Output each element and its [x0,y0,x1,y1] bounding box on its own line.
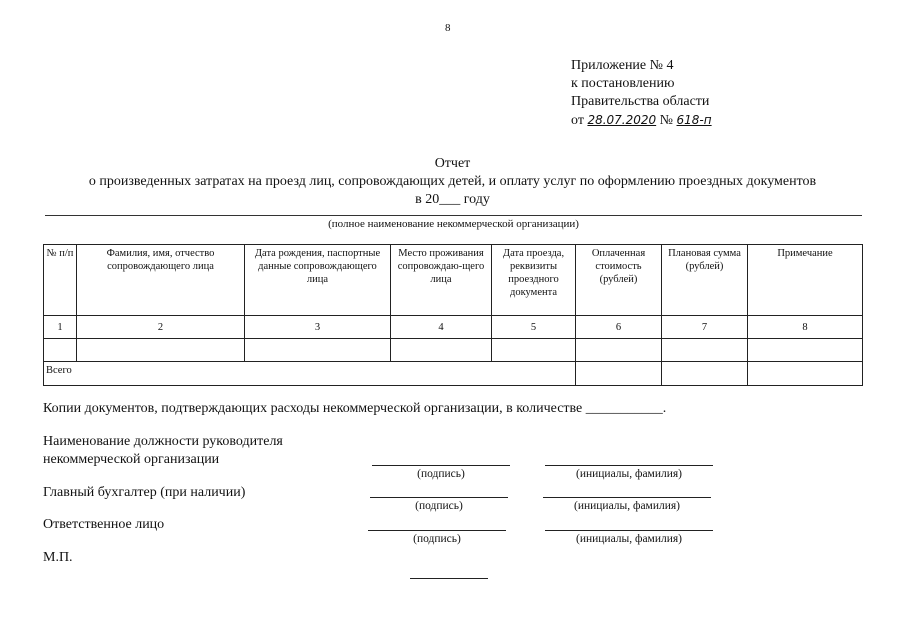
appendix-date-line [571,111,712,130]
col-header: Плановая сумма (рублей) [662,245,748,316]
head-position-label [43,433,283,469]
col-number: 5 [492,316,576,339]
responsible-sign-caption: (подпись) [413,533,461,545]
total-paid-cell [576,362,662,386]
col-header: № п/п [44,245,77,316]
responsible-label: Ответственное лицо [43,517,165,532]
table-total-row [44,362,863,386]
col-header: Примечание [748,245,863,316]
head-signature-line [372,465,510,466]
head-name-line [545,465,713,466]
number-value: 618-п [676,113,712,127]
col-number: 2 [77,316,245,339]
report-title: Отчет [434,156,471,171]
number-prefix: № [659,113,674,128]
col-header: Оплаченная стоимость (рублей) [576,245,662,316]
head-label-line1: Наименование должности руководителя [43,434,283,449]
table-row [44,339,863,362]
table-number-row [44,316,863,339]
table-cell [245,339,391,362]
table-cell [77,339,245,362]
head-sign-caption: (подпись) [417,468,465,480]
col-number: 6 [576,316,662,339]
responsible-name-line [545,530,713,531]
head-name-caption: (инициалы, фамилия) [575,468,683,480]
closing-rule [410,578,488,579]
col-header: Дата проезда, реквизиты проездного документа [492,245,576,316]
col-number: 1 [44,316,77,339]
responsible-signature-line [368,530,506,531]
copies-statement: Копии документов, подтверждающих расходы некоммерческой организации, в количестве ___________. [43,401,667,416]
org-name-line [45,215,862,216]
col-header: Место проживания сопровождаю-щего лица [391,245,492,316]
col-number: 7 [662,316,748,339]
accountant-name-line [543,497,711,498]
total-note-cell [748,362,863,386]
date-value: 28.07.2020 [587,113,657,127]
table-cell [492,339,576,362]
table-cell [748,339,863,362]
responsible-name-caption: (инициалы, фамилия) [575,533,683,545]
appendix-authority: Правительства области [571,94,710,109]
col-header: Фамилия, имя, отчество сопровождающего лица [77,245,245,316]
table-header-row [44,245,863,316]
date-prefix: от [571,113,584,128]
total-label: Всего [44,362,576,386]
appendix-ref: к постановлению [571,76,675,91]
report-table [43,244,863,386]
page-number: 8 [445,22,451,34]
col-number: 3 [245,316,391,339]
table-cell [576,339,662,362]
col-number: 4 [391,316,492,339]
accountant-signature-line [370,497,508,498]
table-cell [44,339,77,362]
report-year: в 20___ году [415,192,490,207]
accountant-label: Главный бухгалтер (при наличии) [43,485,246,500]
accountant-sign-caption: (подпись) [415,500,463,512]
head-label-line2: некоммерческой организации [43,452,220,467]
table-cell [391,339,492,362]
table-cell [662,339,748,362]
stamp-label: М.П. [43,550,73,565]
org-name-caption: (полное наименование некоммерческой организации) [328,218,579,230]
total-planned-cell [662,362,748,386]
appendix-title: Приложение № 4 [571,58,674,73]
appendix-block [571,57,712,130]
accountant-name-caption: (инициалы, фамилия) [573,500,681,512]
report-subtitle: о произведенных затратах на проезд лиц, сопровождающих детей, и оплату услуг по оформлению проездных документов [88,174,817,189]
col-number: 8 [748,316,863,339]
col-header: Дата рождения, паспортные данные сопровождающего лица [245,245,391,316]
